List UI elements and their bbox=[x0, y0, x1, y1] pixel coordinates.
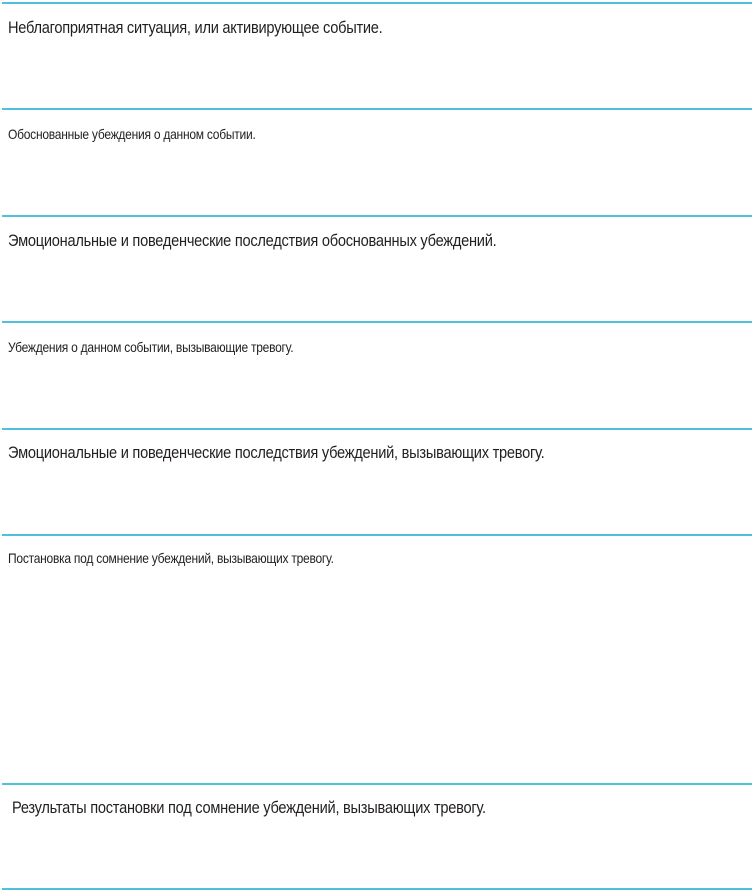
answer-area-disputing-beliefs[interactable] bbox=[0, 574, 754, 779]
row-label-rational-beliefs: Обоснованные убеждения о данном событии. bbox=[8, 126, 256, 142]
answer-area-rational-beliefs[interactable] bbox=[0, 148, 754, 212]
divider-line bbox=[2, 783, 752, 785]
divider-line bbox=[2, 534, 752, 536]
divider-line bbox=[2, 888, 752, 890]
divider-line bbox=[2, 2, 752, 4]
divider-line bbox=[2, 108, 752, 110]
row-label-activating-event: Неблагоприятная ситуация, или активирующее событие. bbox=[8, 18, 383, 37]
divider-line bbox=[2, 428, 752, 430]
answer-area-anxiety-beliefs[interactable] bbox=[0, 362, 754, 424]
row-label-disputing-results: Результаты постановки под сомнение убеждений, вызывающих тревогу. bbox=[12, 798, 486, 817]
answer-area-disputing-results[interactable] bbox=[0, 826, 754, 886]
row-label-anxiety-beliefs: Убеждения о данном событии, вызывающие тревогу. bbox=[8, 339, 294, 355]
divider-line bbox=[2, 321, 752, 323]
row-label-anxiety-consequences: Эмоциональные и поведенческие последствия убеждений, вызывающих тревогу. bbox=[8, 443, 545, 462]
row-label-disputing-beliefs: Постановка под сомнение убеждений, вызывающих тревогу. bbox=[8, 550, 334, 566]
answer-area-activating-event[interactable] bbox=[0, 44, 754, 106]
divider-line bbox=[2, 215, 752, 217]
answer-area-rational-consequences[interactable] bbox=[0, 258, 754, 318]
answer-area-anxiety-consequences[interactable] bbox=[0, 470, 754, 530]
row-label-rational-consequences: Эмоциональные и поведенческие последствия обоснованных убеждений. bbox=[8, 231, 497, 250]
